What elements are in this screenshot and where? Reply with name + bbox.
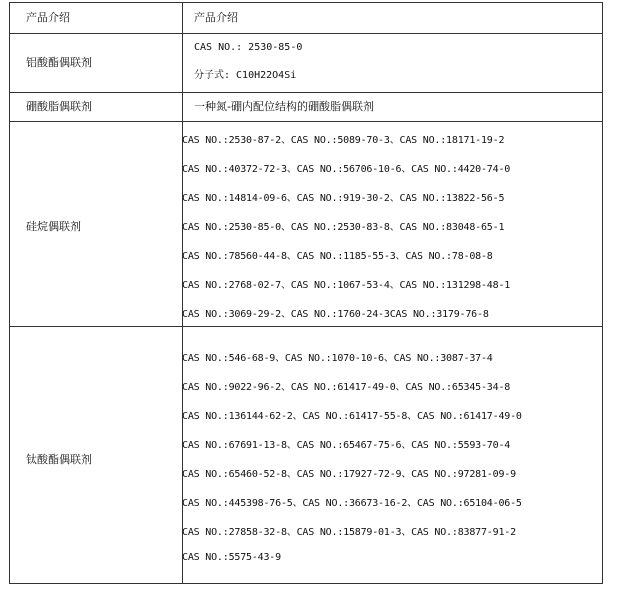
header-col2: 产品介绍	[194, 11, 238, 24]
cas-line: CAS NO.:2530-87-2、CAS NO.:5089-70-3、CAS NO.:18171-19-2	[182, 135, 505, 146]
row-divider	[10, 326, 602, 327]
cas-line: CAS NO.:2530-85-0、CAS NO.:2530-83-8、CAS NO.:83048-65-1	[182, 222, 505, 233]
cas-line: CAS NO.:65460-52-8、CAS NO.:17927-72-9、CAS NO.:97281-09-9	[182, 469, 516, 480]
row-divider	[10, 92, 602, 93]
cas-line: CAS NO.:3069-29-2、CAS NO.:1760-24-3CAS NO.:3179-76-8	[182, 309, 489, 320]
product-table	[9, 2, 603, 584]
cas-line: CAS NO.:445398-76-5、CAS NO.:36673-16-2、CAS NO.:65104-06-5	[182, 498, 522, 509]
row-divider	[10, 33, 602, 34]
product-name: 硼酸脂偶联剂	[26, 100, 92, 113]
product-name: 硅烷偶联剂	[26, 220, 81, 233]
cas-line: CAS NO.:78560-44-8、CAS NO.:1185-55-3、CAS NO.:78-08-8	[182, 251, 493, 262]
cas-line: CAS NO.:67691-13-8、CAS NO.:65467-75-6、CAS NO.:5593-70-4	[182, 440, 511, 451]
cas-line: CAS NO.:5575-43-9	[182, 552, 281, 563]
product-name: 铝酸酯偶联剂	[26, 56, 92, 69]
cas-line: CAS NO.:9022-96-2、CAS NO.:61417-49-0、CAS NO.:65345-34-8	[182, 382, 511, 393]
header-col1: 产品介绍	[26, 11, 70, 24]
product-name: 钛酸酯偶联剂	[26, 453, 92, 466]
cas-line: CAS NO.:14814-09-6、CAS NO.:919-30-2、CAS NO.:13822-56-5	[182, 193, 505, 204]
cas-line: CAS NO.:136144-62-2、CAS NO.:61417-55-8、CAS NO.:61417-49-0	[182, 411, 522, 422]
cas-line: CAS NO.:27858-32-8、CAS NO.:15879-01-3、CAS NO.:83877-91-2	[182, 527, 516, 538]
cas-line: CAS NO.:546-68-9、CAS NO.:1070-10-6、CAS NO.:3087-37-4	[182, 353, 493, 364]
product-detail-line: 一种氮-硼内配位结构的硼酸脂偶联剂	[194, 100, 374, 113]
product-detail-line: CAS NO.: 2530-85-0	[194, 42, 303, 53]
cas-line: CAS NO.:40372-72-3、CAS NO.:56706-10-6、CAS NO.:4420-74-0	[182, 164, 511, 175]
row-divider	[10, 121, 602, 122]
cas-line: CAS NO.:2768-02-7、CAS NO.:1067-53-4、CAS NO.:131298-48-1	[182, 280, 511, 291]
product-detail-line: 分子式: C10H22O4Si	[194, 70, 297, 81]
